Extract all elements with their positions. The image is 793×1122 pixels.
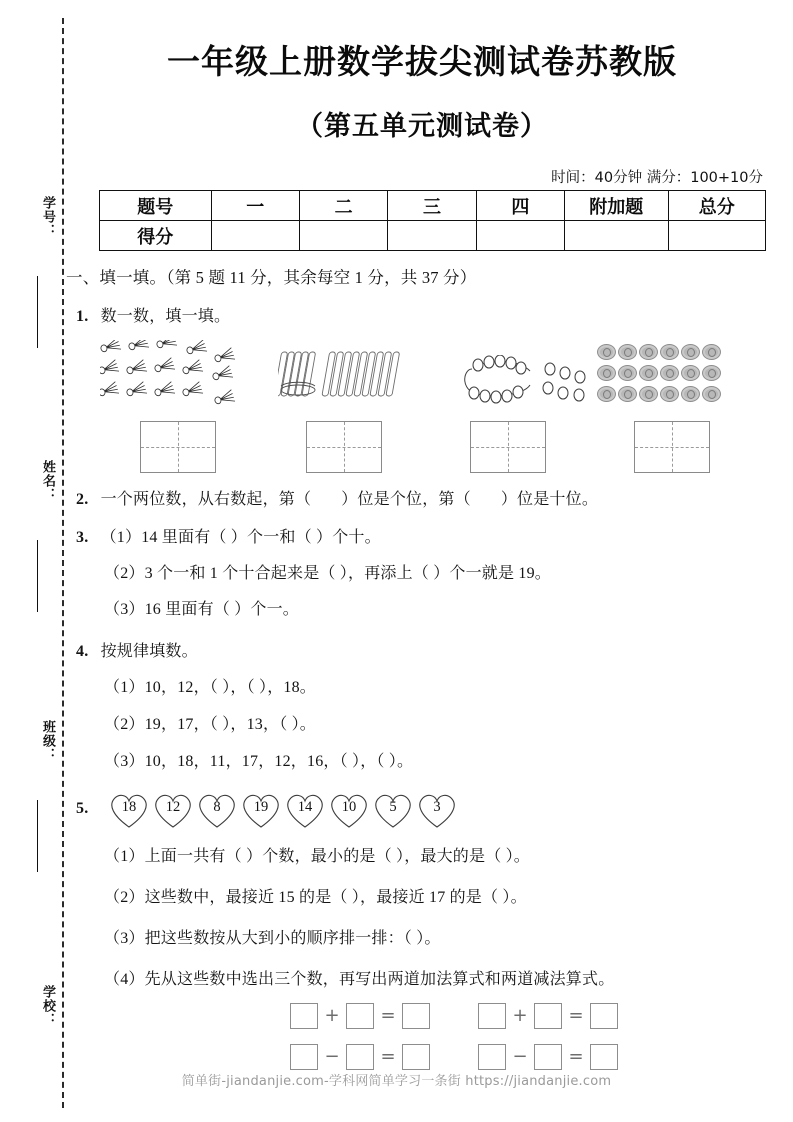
q4-item-2: （2）19，17，（ ），13，（ ）。 <box>104 716 317 733</box>
margin-label-school: 学校： <box>41 985 56 1027</box>
score-cell-2[interactable] <box>299 221 387 251</box>
q5-item-1: （1）上面一共有（ ）个数，最小的是（ ），最大的是（ ）。 <box>104 848 531 865</box>
equation-input-box[interactable] <box>534 1044 562 1070</box>
q2-number: 2. <box>76 491 89 508</box>
table-row-scores <box>100 221 766 251</box>
q4-item-3: （3）10，18，11，17，12，16，（ ），（ ）。 <box>104 753 414 770</box>
coin-icon <box>597 344 616 360</box>
heart-icon-7 <box>370 790 416 830</box>
equation-input-box[interactable] <box>346 1044 374 1070</box>
equals-icon: = <box>568 1005 584 1026</box>
q1-answer-box-3[interactable] <box>470 421 546 473</box>
coin-icon <box>660 386 679 402</box>
q3-item-1: （1）14 里面有（ ）个一和（ ）个十。 <box>100 529 381 546</box>
q5-equation-add-2 <box>478 1003 618 1029</box>
margin-separator-1 <box>37 276 38 348</box>
equals-icon: = <box>568 1046 584 1067</box>
score-cell-4[interactable] <box>476 221 564 251</box>
score-table-col-total: 总分 <box>668 191 765 221</box>
score-cell-bonus[interactable] <box>565 221 668 251</box>
equation-input-box[interactable] <box>346 1003 374 1029</box>
margin-label-student-id: 学号： <box>41 196 56 238</box>
counting-sticks-icon <box>278 350 408 408</box>
q5-equation-sub-1 <box>290 1044 430 1070</box>
q2-part-2: ）位是个位，第（ <box>341 491 471 508</box>
coin-icon <box>660 365 679 381</box>
table-row-header <box>100 191 766 221</box>
margin-label-class: 班级： <box>41 720 56 762</box>
q3-item-2: （2）3 个一和 1 个十合起来是（ ），再添上（ ）个一就是 19。 <box>104 565 552 582</box>
heart-icon-3 <box>194 790 240 830</box>
heart-value-4: 19 <box>253 799 269 815</box>
footer-watermark: 简单街-jiandanjie.com-学科网简单学习一条街 https://jiandanjie.com <box>181 1074 612 1089</box>
q1-answer-box-1[interactable] <box>140 421 216 473</box>
page-title: 一年级上册数学拔尖测试卷苏教版 <box>167 42 677 81</box>
margin-separator-2 <box>37 540 38 612</box>
equation-input-box[interactable] <box>402 1044 430 1070</box>
margin-separator-3 <box>37 800 38 872</box>
score-table-row-label-2: 得分 <box>100 221 212 251</box>
shuttlecock-icon-cluster <box>100 340 250 410</box>
coin-icon <box>702 386 721 402</box>
heart-value-2: 12 <box>165 799 181 815</box>
coin-icon <box>597 365 616 381</box>
q4-text: 按规律填数。 <box>100 643 198 660</box>
heart-value-3: 8 <box>213 799 221 815</box>
heart-icon-8 <box>414 790 460 830</box>
q5-item-2: （2）这些数中，最接近 15 的是（ ），最接近 17 的是（ ）。 <box>104 889 527 906</box>
heart-icon-6 <box>326 790 372 830</box>
score-table-col-1: 一 <box>211 191 299 221</box>
coin-icon <box>618 365 637 381</box>
q3-item-3: （3）16 里面有（ ）个一。 <box>104 601 300 618</box>
heart-icon-4 <box>238 790 284 830</box>
score-cell-3[interactable] <box>388 221 476 251</box>
equation-input-box[interactable] <box>534 1003 562 1029</box>
q5-item-3: （3）把这些数按从大到小的顺序排一排：（ ）。 <box>104 930 441 947</box>
q1-group-beads <box>462 355 612 410</box>
q1-group-shuttlecocks <box>100 340 250 410</box>
equation-input-box[interactable] <box>590 1044 618 1070</box>
coin-icon <box>681 365 700 381</box>
equation-input-box[interactable] <box>478 1044 506 1070</box>
margin-strip <box>0 0 72 1122</box>
coin-icon <box>597 386 616 402</box>
q2-part-3: ）位是十位。 <box>500 491 599 508</box>
equation-input-box[interactable] <box>478 1003 506 1029</box>
q2-part-1: 一个两位数，从右数起，第（ <box>100 491 312 508</box>
beads-on-string-icon <box>462 355 612 410</box>
q1-answer-box-4[interactable] <box>634 421 710 473</box>
coin-icon <box>702 365 721 381</box>
q5-heart-row <box>106 790 466 832</box>
coin-icon <box>639 386 658 402</box>
score-table-col-bonus: 附加题 <box>565 191 668 221</box>
minus-icon: − <box>324 1046 340 1067</box>
q5-equation-sub-2 <box>478 1044 618 1070</box>
heart-icon-5 <box>282 790 328 830</box>
heart-value-5: 14 <box>297 799 313 815</box>
score-table-col-4: 四 <box>476 191 564 221</box>
q3-number: 3. <box>76 529 89 546</box>
score-table-col-2: 二 <box>299 191 387 221</box>
coin-icon <box>639 365 658 381</box>
score-table-row-label-1: 题号 <box>100 191 212 221</box>
q4-number: 4. <box>76 643 89 660</box>
heart-icon-1 <box>106 790 152 830</box>
equation-input-box[interactable] <box>290 1003 318 1029</box>
minus-icon: − <box>512 1046 528 1067</box>
heart-value-7: 5 <box>389 799 397 815</box>
q1-text: 数一数，填一填。 <box>100 308 231 325</box>
page-subtitle: （第五单元测试卷） <box>296 111 548 142</box>
equation-input-box[interactable] <box>402 1003 430 1029</box>
q1-number: 1. <box>76 308 89 325</box>
heart-value-8: 3 <box>433 799 441 815</box>
score-table-col-3: 三 <box>388 191 476 221</box>
equals-icon: = <box>380 1046 396 1067</box>
heart-icon-2 <box>150 790 196 830</box>
score-table <box>99 190 766 251</box>
score-cell-total[interactable] <box>668 221 765 251</box>
coin-icon <box>681 386 700 402</box>
coin-icon <box>639 344 658 360</box>
coin-icon <box>702 344 721 360</box>
margin-label-name: 姓名： <box>41 460 56 502</box>
equals-icon: = <box>380 1005 396 1026</box>
heart-value-1: 18 <box>121 799 137 815</box>
coin-icon <box>618 386 637 402</box>
coin-icon <box>660 344 679 360</box>
score-cell-1[interactable] <box>211 221 299 251</box>
tear-dashed-line <box>62 18 64 1108</box>
exam-meta-info: 时间：40分钟 满分：100+10分 <box>551 170 763 186</box>
equation-input-box[interactable] <box>290 1044 318 1070</box>
plus-icon: + <box>324 1005 340 1026</box>
coin-icon <box>618 344 637 360</box>
q1-answer-box-2[interactable] <box>306 421 382 473</box>
section-1-heading: 一、填一填。（第 5 题 11 分，其余每空 1 分，共 37 分） <box>66 268 477 287</box>
equation-input-box[interactable] <box>590 1003 618 1029</box>
q5-item-4: （4）先从这些数中选出三个数，再写出两道加法算式和两道减法算式。 <box>104 971 615 988</box>
q1-group-sticks <box>278 350 408 408</box>
q5-number: 5. <box>76 800 89 817</box>
heart-value-6: 10 <box>341 799 357 815</box>
plus-icon: + <box>512 1005 528 1026</box>
q4-item-1: （1）10，12，（ ），（ ），18。 <box>104 679 317 696</box>
q5-equation-add-1 <box>290 1003 430 1029</box>
coin-icon <box>681 344 700 360</box>
q1-group-coins <box>597 344 717 406</box>
